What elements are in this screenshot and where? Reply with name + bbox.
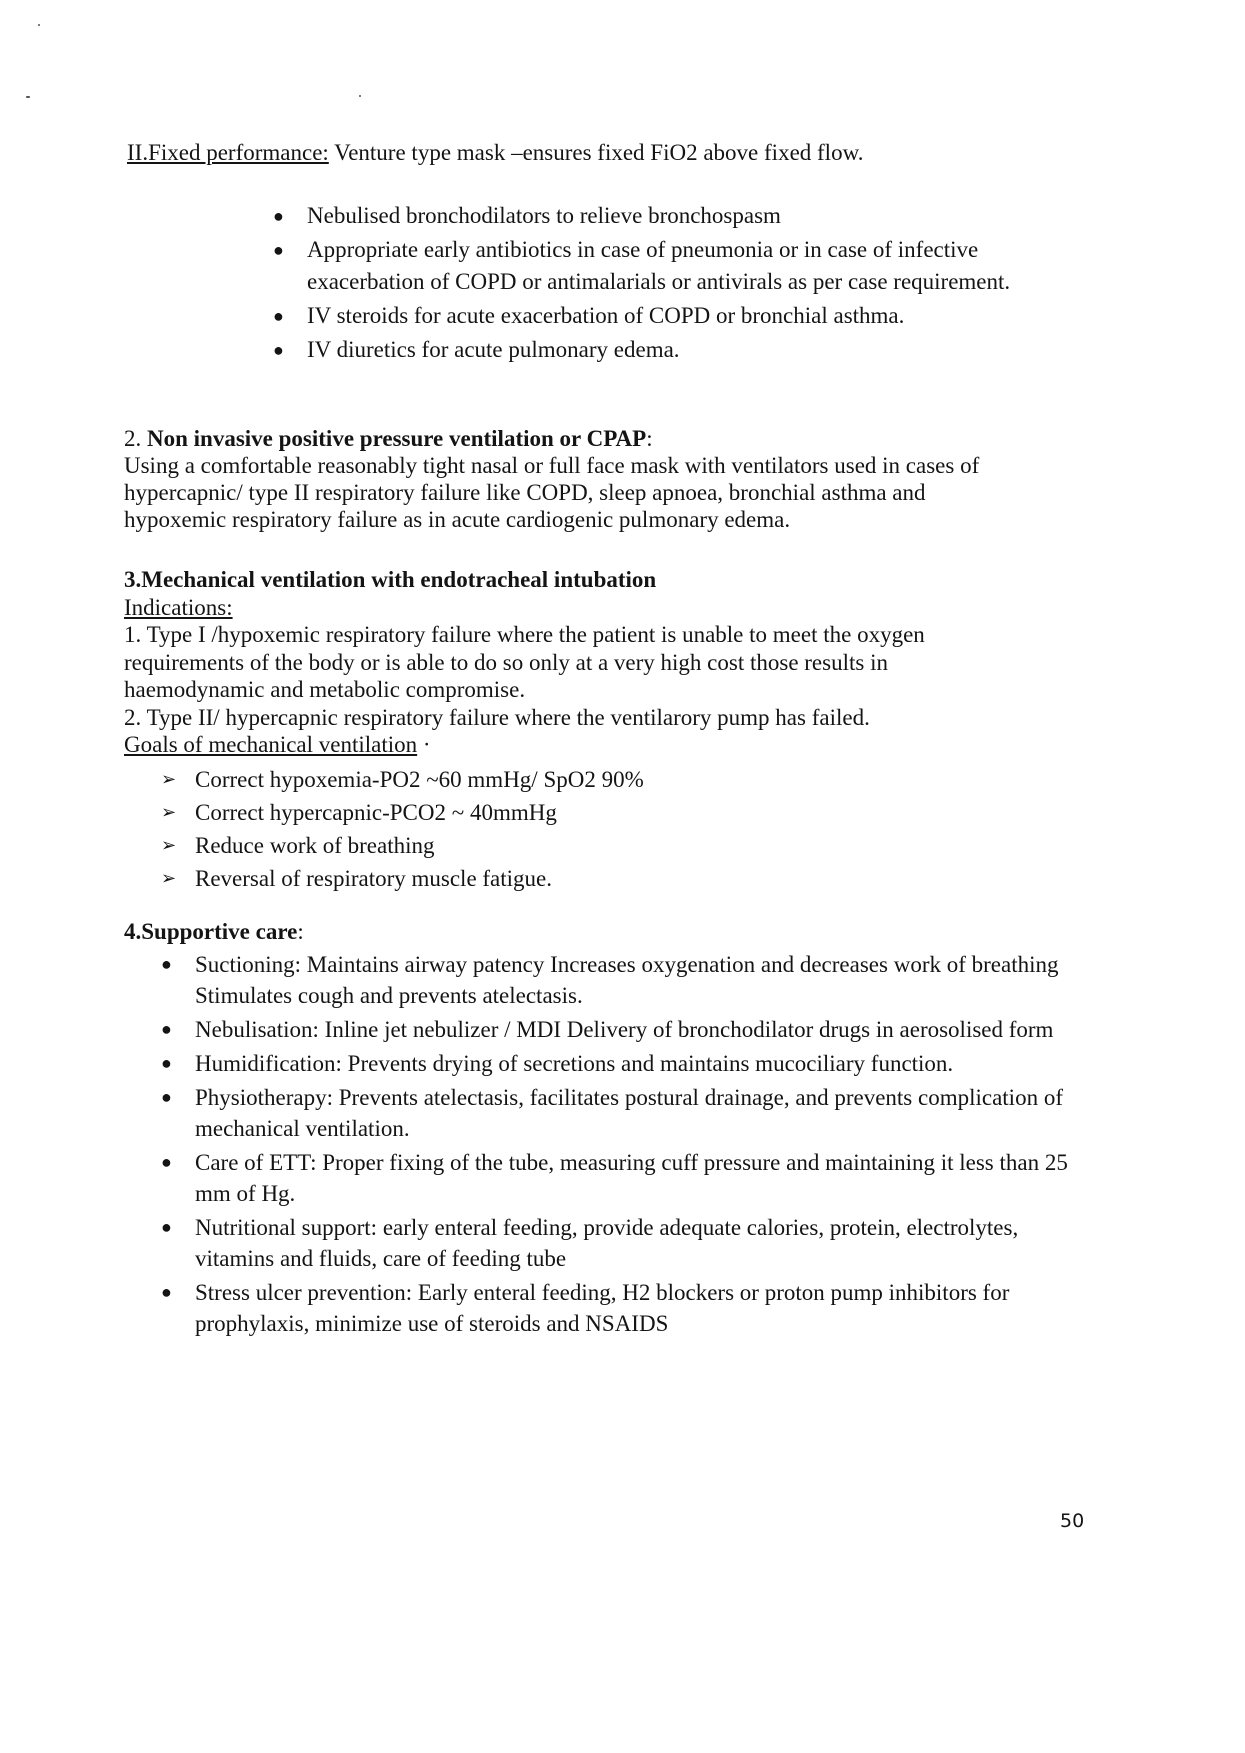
scan-speck (38, 24, 40, 26)
goals-label: Goals of mechanical ventilation (124, 732, 418, 757)
bullet-icon: ● (273, 206, 284, 226)
indication-line: 2. Type II/ hypercapnic respiratory failure where the ventilarory pump has failed. (124, 704, 870, 730)
scan-speck (359, 95, 361, 97)
list-item: ➢ Reversal of respiratory muscle fatigue. (161, 862, 1061, 895)
bullet-icon: ● (273, 240, 284, 260)
list-item: ● IV steroids for acute exacerbation of COPD or bronchial asthma. (273, 300, 1093, 332)
niv-line: Using a comfortable reasonably tight nasal or full face mask with ventilators used in cases of (124, 453, 980, 478)
bullet-icon: ● (161, 1019, 172, 1039)
scan-speck (26, 96, 30, 98)
bullet-icon: ● (273, 340, 284, 360)
arrow-bullet-icon: ➢ (161, 835, 177, 855)
bullet-icon: ● (161, 1053, 172, 1073)
list-item: ● Nutritional support: early enteral feeding, provide adequate calories, protein, electrolytes, vitamins and fluids, care of feeding tube (161, 1212, 1096, 1274)
supportive-care-list (161, 949, 1096, 1339)
goals-paragraph: Goals of mechanical ventilation · (124, 732, 431, 757)
bullet-icon: ● (161, 1282, 172, 1302)
bullet-icon: ● (273, 306, 284, 326)
list-item: ● Suctioning: Maintains airway patency Increases oxygenation and decreases work of breathing Stimulates cough and prevents atelectasis. (161, 949, 1096, 1011)
section-heading: 2. Non invasive positive pressure ventilation or CPAP: (124, 426, 653, 451)
goals-list (161, 763, 1061, 895)
arrow-bullet-icon: ➢ (161, 769, 177, 789)
indication-line: haemodynamic and metabolic compromise. (124, 677, 526, 702)
niv-line: hypercapnic/ type II respiratory failure like COPD, sleep apnoea, bronchial asthma and (124, 480, 926, 505)
list-item: ● Nebulisation: Inline jet nebulizer / MDI Delivery of bronchodilator drugs in aerosolised form (161, 1014, 1096, 1045)
niv-line: hypoxemic respiratory failure as in acute cardiogenic pulmonary edema. (124, 507, 791, 532)
list-item: ● Stress ulcer prevention: Early enteral feeding, H2 blockers or proton pump inhibitors for prophylaxis, minimize use of steroids and NSAIDS (161, 1277, 1096, 1339)
fixed-performance-paragraph (127, 137, 863, 169)
list-item: ➢ Reduce work of breathing (161, 829, 1061, 862)
section-heading: 3.Mechanical ventilation with endotracheal intubation (124, 567, 657, 592)
arrow-bullet-icon: ➢ (161, 802, 177, 822)
fixed-performance-text: Venture type mask –ensures fixed FiO2 above fixed flow. (328, 140, 864, 165)
arrow-bullet-icon: ➢ (161, 868, 177, 888)
mechanical-ventilation-section (124, 566, 1124, 759)
list-item: ● Nebulised bronchodilators to relieve bronchospasm (273, 200, 1093, 232)
list-item: ● Care of ETT: Proper fixing of the tube, measuring cuff pressure and maintaining it less than 25 mm of Hg. (161, 1147, 1096, 1209)
fixed-performance-heading: II.Fixed performance: (127, 140, 329, 165)
niv-section (124, 425, 1124, 533)
bullet-icon: ● (161, 1217, 172, 1237)
list-item: ● Humidification: Prevents drying of secretions and maintains mucociliary function. (161, 1048, 1096, 1079)
bullet-icon: ● (161, 1152, 172, 1172)
indications-label: Indications: (124, 594, 233, 620)
list-item: ● Appropriate early antibiotics in case of pneumonia or in case of infective exacerbation of COPD or antimalarials or antivirals as per case requirement. (273, 234, 1093, 298)
list-item: ➢ Correct hypoxemia-PO2 ~60 mmHg/ SpO2 90% (161, 763, 1061, 796)
indication-line: 1. Type I /hypoxemic respiratory failure where the patient is unable to meet the oxygen (124, 622, 925, 647)
indication-line: requirements of the body or is able to do so only at a very high cost those results in (124, 649, 888, 675)
bullet-icon: ● (161, 1087, 172, 1107)
list-item: ● IV diuretics for acute pulmonary edema. (273, 334, 1093, 366)
list-item: ● Physiotherapy: Prevents atelectasis, facilitates postural drainage, and prevents complication of mechanical ventilation. (161, 1082, 1096, 1144)
page-number: 50 (1060, 1510, 1085, 1532)
bullet-icon: ● (161, 954, 172, 974)
treatment-list (273, 200, 1093, 366)
section-heading: 4.Supportive care: (124, 919, 304, 944)
list-item: ➢ Correct hypercapnic-PCO2 ~ 40mmHg (161, 796, 1061, 829)
